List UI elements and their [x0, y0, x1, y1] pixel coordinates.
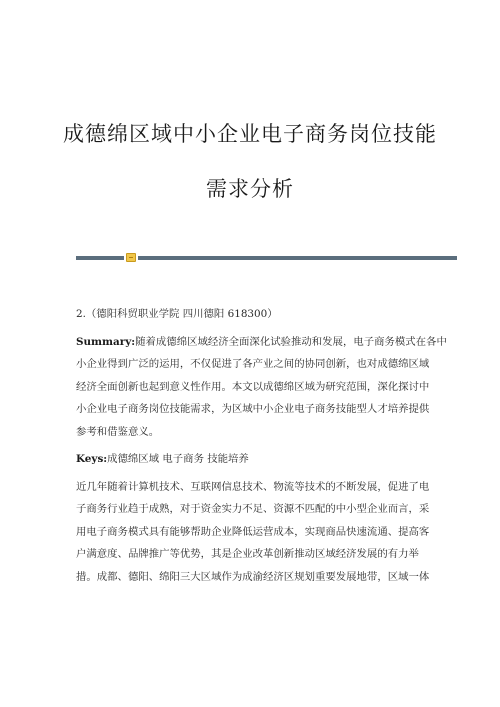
document-title-line-1: 成德绵区域中小企业电子商务岗位技能 — [63, 122, 437, 146]
summary-line: 小企业电子商务岗位技能需求，为区域中小企业电子商务技能型人才培养提供 — [76, 403, 430, 415]
author-affiliation: 2.（德阳科贸职业学院 四川德阳 618300） — [76, 308, 278, 320]
keywords-label: Keys: — [76, 453, 108, 465]
summary-line: 参考和借鉴意义。 — [76, 425, 160, 438]
divider-bar-left — [76, 256, 124, 260]
summary-line: 小企业得到广泛的运用，不仅促进了各产业之间的协同创新，也对成德绵区域 — [76, 358, 430, 370]
summary-label: Summary: — [76, 335, 136, 348]
summary-text: 随着成德绵区域经济全面深化试验推动和发展，电子商务模式在各中 — [135, 335, 447, 348]
paragraph-line: 子商务行业趋于成熟，对于资金实力不足、资源不匹配的中小型企业而言，采 — [76, 503, 430, 515]
divider-bar-right — [138, 256, 457, 260]
document-title-line-2: 需求分析 — [206, 177, 294, 201]
paragraph-line: 近几年随着计算机技术、互联网信息技术、物流等技术的不断发展，促进了电 — [76, 480, 430, 493]
summary-line — [76, 331, 448, 354]
summary-line: 经济全面创新也起到意义性作用。本文以成德绵区域为研究范围，深化探讨中 — [76, 380, 430, 393]
paragraph-line: 措。成都、德阳、绵阳三大区域作为成渝经济区规划重要发展地带，区域一体 — [76, 570, 430, 583]
divider-ornament-icon — [126, 253, 136, 262]
keywords-text: 成德绵区域 电子商务 技能培养 — [107, 453, 249, 465]
title-divider — [76, 256, 457, 260]
paragraph-line: 户满意度、品牌推广等优势，其是企业改革创新推动区域经济发展的有力举 — [76, 548, 419, 560]
document-body — [76, 303, 448, 588]
keywords-line — [76, 448, 448, 471]
paragraph-line: 用电子商务模式具有能够帮助企业降低运营成本，实现商品快速流通、提高客 — [76, 525, 430, 538]
